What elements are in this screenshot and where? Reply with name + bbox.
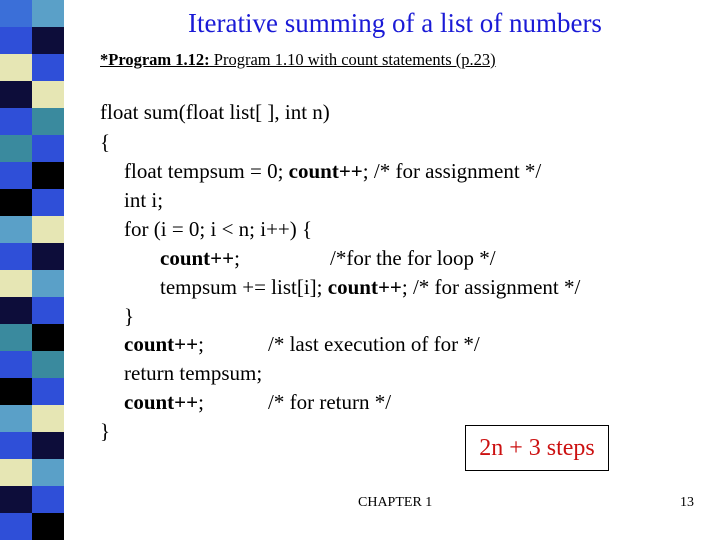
footer-page-number: 13 — [680, 495, 694, 510]
count-increment: count++ — [124, 332, 199, 356]
footer-chapter: CHAPTER 1 — [358, 495, 433, 510]
count-increment: count++ — [124, 390, 199, 414]
code-line-loop-count — [160, 248, 240, 269]
code-comment-for-loop: /*for the for loop */ — [330, 246, 496, 270]
code-line-tempsum-init — [124, 161, 541, 182]
code-line-close-brace: } — [100, 419, 111, 443]
code-comment-return: /* for return */ — [268, 390, 392, 414]
code-line-close-loop: } — [124, 304, 135, 328]
code-line-signature: float sum(float list[ ], int n) — [100, 100, 330, 124]
program-caption-rest: Program 1.10 with count statements (p.23) — [209, 50, 496, 69]
code-comment-last-execution: /* last execution of for */ — [268, 332, 480, 356]
code-line-return-count — [124, 392, 204, 413]
step-count-box: 2n + 3 steps — [465, 425, 609, 471]
program-caption-bold: *Program 1.12: — [100, 50, 210, 69]
slide-title: Iterative summing of a list of numbers — [188, 8, 602, 38]
code-comment: ; /* for assignment */ — [401, 275, 581, 299]
count-increment: count++ — [288, 159, 363, 183]
code-line-last-count — [124, 334, 204, 355]
code-comment: ; /* for assignment */ — [362, 159, 542, 183]
code-line-for-header: for (i = 0; i < n; i++) { — [124, 217, 313, 241]
code-text: ; — [198, 332, 204, 356]
code-line-return: return tempsum; — [124, 361, 263, 385]
code-line-tempsum-add — [160, 277, 580, 298]
code-text: float tempsum = 0; — [124, 159, 289, 183]
code-text: ; — [198, 390, 204, 414]
code-line-open-brace: { — [100, 130, 111, 154]
code-text: tempsum += list[i]; — [160, 275, 328, 299]
code-line-int-i: int i; — [124, 188, 164, 212]
code-text: ; — [234, 246, 240, 270]
count-increment: count++ — [327, 275, 402, 299]
count-increment: count++ — [160, 246, 235, 270]
